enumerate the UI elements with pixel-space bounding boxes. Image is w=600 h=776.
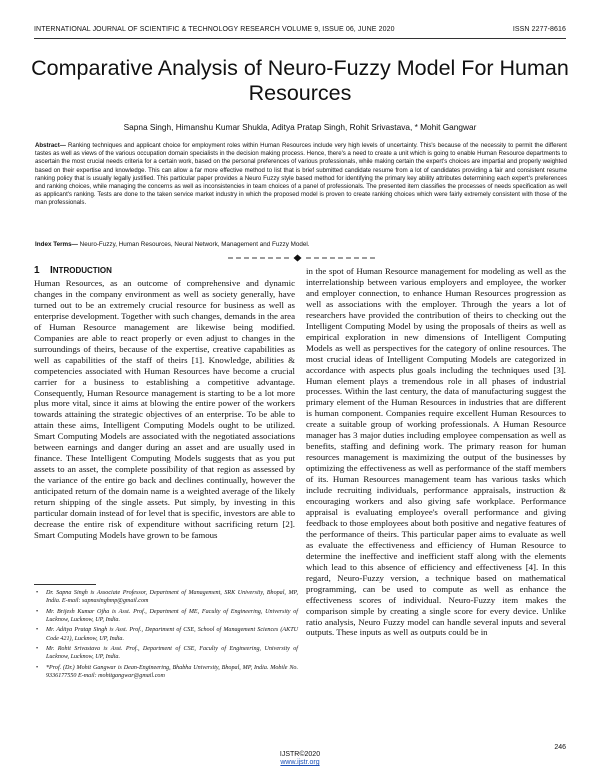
index-terms xyxy=(35,241,567,248)
section-number: 1 xyxy=(34,265,40,276)
bullet-icon: • xyxy=(36,608,39,615)
footnote-text: Mr. Aditya Pratap Singh is Asst. Prof., Department of CSE, School of Management Sciences (AKTU Code 421), Lucknow, UP, India. xyxy=(46,627,298,642)
index-terms-label: Index Terms— xyxy=(35,241,78,248)
section-title-rest: NTRODUCTION xyxy=(52,266,112,275)
issn: ISSN 2277-8616 xyxy=(512,26,566,33)
footnote-item xyxy=(34,608,298,625)
body-column-left: Human Resources, as an outcome of comprehensive and dynamic changes in the company environment as well as society generally, have turned out to be an extremely crucial resource for business as well as enterprise development. Together with such changes, demands in the area of Human Resource management are likewise being modified. Companies are able to react properly or even adjust to changes in the surroundings of theirs, because of the expertise, creative capabilities as well as capabilities of the staff of theirs [1]. Knowledge, abilities & competencies associated with Human Resources have become a crucial carrier for a business to establishing a competitive advantage. Consequently, Human Resource management is starting to be a lot more plus more vital, since it aims at blowing the entire power of the workers towards attaining the strategic objectives of an enterprise. To be able to attain these aims, Intelligent Computing Models ought to be utilized. Smart Computing Models are associated with the negotiated associations between earnings and danger during an asset and are usually used in finance. These Intelligent Computing Models suggests that as you put assets to an asset, the complete possibility of that region as assessed by the variance of the entire go back and declines continually, however the anticipated return of the domain name is a weighted average of the likely return shipping of the single assets. Put simply, by investing in this particular domain instead of for level that is specific, investors are able to decrease the entire risk of expenditure without sacrificing return [2]. Smart Computing Models have grown to be famous xyxy=(34,278,295,540)
abstract xyxy=(35,142,567,208)
journal-name: INTERNATIONAL JOURNAL OF SCIENTIFIC & TECHNOLOGY RESEARCH VOLUME 9, ISSUE 06, JUNE 2020 xyxy=(34,26,395,33)
footnote-item xyxy=(34,626,298,643)
body-column-right: in the spot of Human Resource management for modeling as well as the interrelationship between various employers and employee, the worker and employer connection, to enhance Human Resources progression as well as associations with the employer. Through the years a lot of researchers have provided the contribution of theirs to checking out the Intelligent Computing Model by using the proposals of theirs as well as empirical exploration in new dimensions of Intelligent Computing Models as well as perspectives for the category of online resources. The most crucial ideas of Intelligent Computing Models are categorized in accordance with aspects plus goals including the techniques used [3]. Human element plays a tremendous role in all phases of industrial processes. Within the last century, the data of manufacturing suggest the primary element of the Human Resources in industries that are different is human component. Companies require excellent Human Resources to create a suitable group of working professionals. A Human Resource manager has 3 major duties including employee compensation as well as benefits, staffing and defining work. The primary reason for human resources management is maximizing the output of the businesses by optimizing the effectiveness as well as performance of the staff members of its. Human Resources management team has various tasks which include recruiting individuals, performance appraisals, instruction & encouraging workers and also giving safe workplace. Performance appraisal is evaluating employee's overall performance and giving feedback to those employees about both positive and negative features of the performance of theirs. This particular paper aims to evaluate as well as evaluate the effectiveness and efficiency of Human Resource to determine the ineffective and inefficient staff along with the elements which lead to this absence of efficiency and effectiveness [4]. In this regard, Neuro-Fuzzy version, a technique based on mathematical programming, can be used to compute as well as enhance the effectiveness scores of individual. Neuro-Fuzzy item makes the comparison simple by creating a single score for every device. Unlike ratio analysis, Neuro Fuzzy model can handle several inputs and several outputs. These inputs as well as outputs could be in xyxy=(306,266,566,638)
footnote-text: *Prof. (Dr.) Mohit Gangwar is Dean-Engineering, Bhabha University, Bhopal, MP, India. Mobile No. 9336177550 E-mail: mohitgangwar@gmail.com xyxy=(46,664,298,680)
bullet-icon: • xyxy=(36,627,39,634)
journal-url-link[interactable]: www.ijstr.org xyxy=(280,759,320,766)
footnote-item xyxy=(34,645,298,662)
footnote-rule xyxy=(34,584,96,585)
page-footer xyxy=(0,751,600,767)
section-divider xyxy=(0,253,600,263)
journal-header xyxy=(34,26,566,39)
bullet-icon: • xyxy=(36,664,39,671)
author-footnotes xyxy=(34,589,298,682)
abstract-label: Abstract— xyxy=(35,142,66,149)
diamond-icon xyxy=(294,255,302,262)
author-list: Sapna Singh, Himanshu Kumar Shukla, Aditya Pratap Singh, Rohit Srivastava, * Mohit Gangwar xyxy=(123,122,477,132)
copyright: IJSTR©2020 xyxy=(279,751,321,758)
bullet-icon: • xyxy=(36,590,39,596)
footnote-item xyxy=(34,664,298,681)
paper-title: Comparative Analysis of Neuro-Fuzzy Model For Human Resources xyxy=(31,56,569,105)
footnote-item xyxy=(34,589,298,606)
section-title-initial: I xyxy=(50,265,53,276)
page-number: 246 xyxy=(554,744,566,751)
section-heading xyxy=(34,265,112,276)
footnote-text: Dr. Sapna Singh is Associate Professor, Department of Management, SRK University, Bhopal, MP, India. E-mail: sapnasinghmp@gmail.com xyxy=(46,590,298,605)
index-terms-text: Neuro-Fuzzy, Human Resources, Neural Network, Management and Fuzzy Model. xyxy=(77,241,310,248)
abstract-text: Ranking techniques and applicant choice for employment roles within Human Resources include very high levels of uncertainty. This's because of the necessity to permit the different tastes as well as views of the various occupation domain specialists in the decision making process. Hence, there's a need to create a unit which is going to enable Human Resource departments to ascertain the most crucial needs criteria for a certain work, based on the personal preferences of various professionals, while making certain the expert's choices are impartial and properly weighted based on their expertise and knowledge. This can allow a far more effective method to list that is brief submitted candidate resume from a lot of candidates providing a fair and consistent resume ranking policy that is usually legally justified. This particular paper provides a Neuro Fuzzy style based method for identifying the primary key ability attributes determining each expert's preferences and ranking choices, while managing the concerns as well as inconsistencies in team choices of a panel of professionals. The presented item classifies the processes of needs specification as well as applicant's ranking. Tests are done to the taken service market industry in which the proposed model is proven to create ranking choices which were fairly extremely consistent with those of the man professionals. xyxy=(35,142,567,207)
footnote-text: Mr. Brijesh Kumar Ojha is Asst. Prof., Department of ME, Faculty of Engineering, University of Lucknow, Lucknow, UP, India. xyxy=(46,608,298,624)
footnote-text: Mr. Rohit Srivastava is Asst. Prof., Department of CSE, Faculty of Engineering, University of Lucknow, Lucknow, UP, India. xyxy=(46,646,298,661)
bullet-icon: • xyxy=(36,646,39,653)
